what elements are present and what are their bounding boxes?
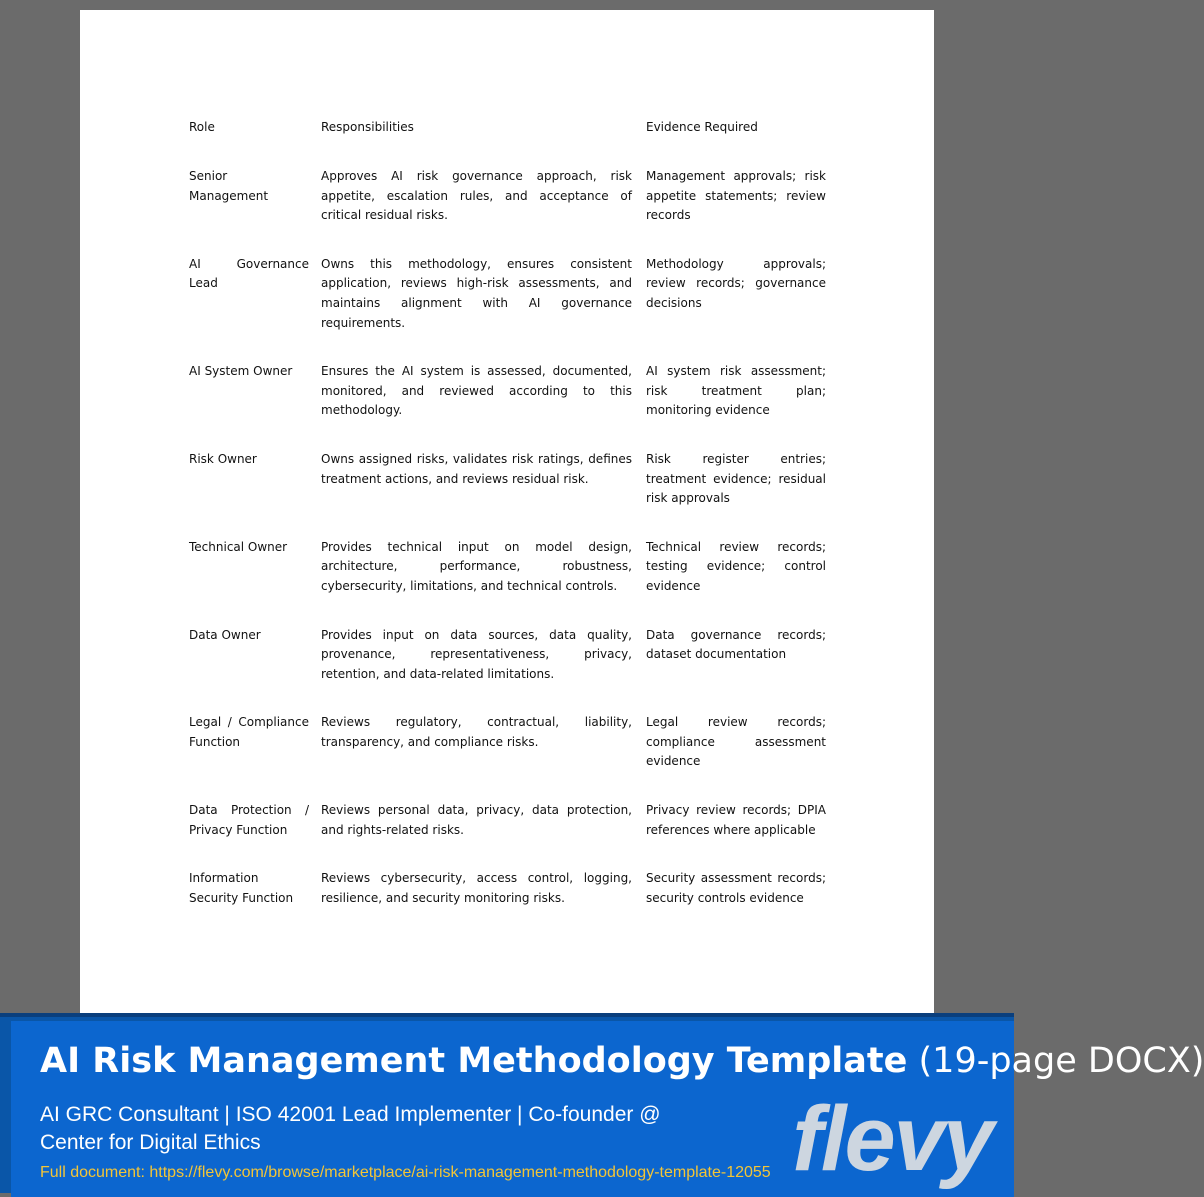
role-cell: Data Owner <box>189 627 261 642</box>
header-role: Role <box>189 120 215 134</box>
responsibilities-cell: Provides technical input on model design, architecture, performance, robustness, cybersecurity, limitations, and technical controls. <box>321 539 632 593</box>
responsibilities-cell: Reviews personal data, privacy, data protection, and rights-related risks. <box>321 803 632 837</box>
role-cell: Information Security Function <box>189 871 294 905</box>
evidence-cell: Security assessment records; security controls evidence <box>646 871 826 905</box>
full-document-link[interactable]: https://flevy.com/browse/marketplace/ai-risk-management-methodology-template-12055 <box>149 1164 771 1181</box>
evidence-cell: Management approvals; risk appetite statements; review records <box>646 169 826 223</box>
table-row <box>189 713 826 801</box>
promo-banner <box>0 1013 1204 1193</box>
responsibilities-cell: Ensures the AI system is assessed, documented, monitored, and reviewed according to this methodology. <box>321 364 632 418</box>
table-header-row <box>189 118 826 167</box>
evidence-cell: Legal review records; compliance assessment evidence <box>646 715 826 769</box>
role-cell: AI System Owner <box>189 364 293 379</box>
flevy-logo[interactable]: flevy <box>792 1088 992 1190</box>
responsibilities-cell: Reviews regulatory, contractual, liability, transparency, and compliance risks. <box>321 715 632 749</box>
evidence-cell: Methodology approvals; review records; governance decisions <box>646 256 826 310</box>
header-responsibilities: Responsibilities <box>321 120 414 134</box>
document-page <box>80 10 934 1015</box>
role-cell: Data Protection / Privacy Function <box>189 803 309 837</box>
table-row <box>189 362 826 450</box>
evidence-cell: Risk register entries; treatment evidence; residual risk approvals <box>646 451 826 506</box>
table-row <box>189 869 826 937</box>
table-row <box>189 167 826 255</box>
header-evidence: Evidence Required <box>646 120 758 134</box>
table-row <box>189 255 826 362</box>
evidence-cell: AI system risk assessment; risk treatment plan; monitoring evidence <box>646 364 826 418</box>
title-main: AI Risk Management Methodology Template <box>40 1041 908 1081</box>
document-title <box>40 1041 1204 1081</box>
table-row <box>189 538 826 626</box>
evidence-cell: Data governance records; dataset documentation <box>646 627 826 662</box>
responsibilities-cell: Reviews cybersecurity, access control, logging, resilience, and security monitoring risks. <box>321 871 632 905</box>
title-suffix: (19-page DOCX) <box>907 1041 1204 1081</box>
evidence-cell: Technical review records; testing evidence; control evidence <box>646 539 826 593</box>
responsibilities-cell: Approves AI risk governance approach, risk appetite, escalation rules, and acceptance of critical residual risks. <box>321 169 632 223</box>
responsibilities-cell: Owns this methodology, ensures consistent application, reviews high-risk assessments, and maintains alignment with AI governance requirements. <box>321 256 632 330</box>
role-cell: Senior Management <box>189 169 269 203</box>
full-document-link-line <box>40 1164 771 1182</box>
table-row <box>189 626 826 714</box>
responsibilities-cell: Owns assigned risks, validates risk ratings, defines treatment actions, and reviews residual risk. <box>321 451 632 486</box>
table-row <box>189 450 826 538</box>
role-cell: AI Governance Lead <box>189 256 309 291</box>
banner-panel <box>11 1021 1204 1197</box>
link-label: Full document: <box>40 1164 150 1181</box>
role-cell: Risk Owner <box>189 451 257 466</box>
roles-table <box>189 118 826 937</box>
table-row <box>189 801 826 869</box>
evidence-cell: Privacy review records; DPIA references where applicable <box>646 803 826 837</box>
author-subtitle: AI GRC Consultant | ISO 42001 Lead Implementer | Co-founder @ Center for Digital Ethics <box>40 1103 661 1154</box>
role-cell: Legal / Compliance Function <box>189 715 309 749</box>
role-cell: Technical Owner <box>189 539 288 554</box>
responsibilities-cell: Provides input on data sources, data quality, provenance, representativeness, privacy, retention, and data-related limitations. <box>321 627 632 681</box>
